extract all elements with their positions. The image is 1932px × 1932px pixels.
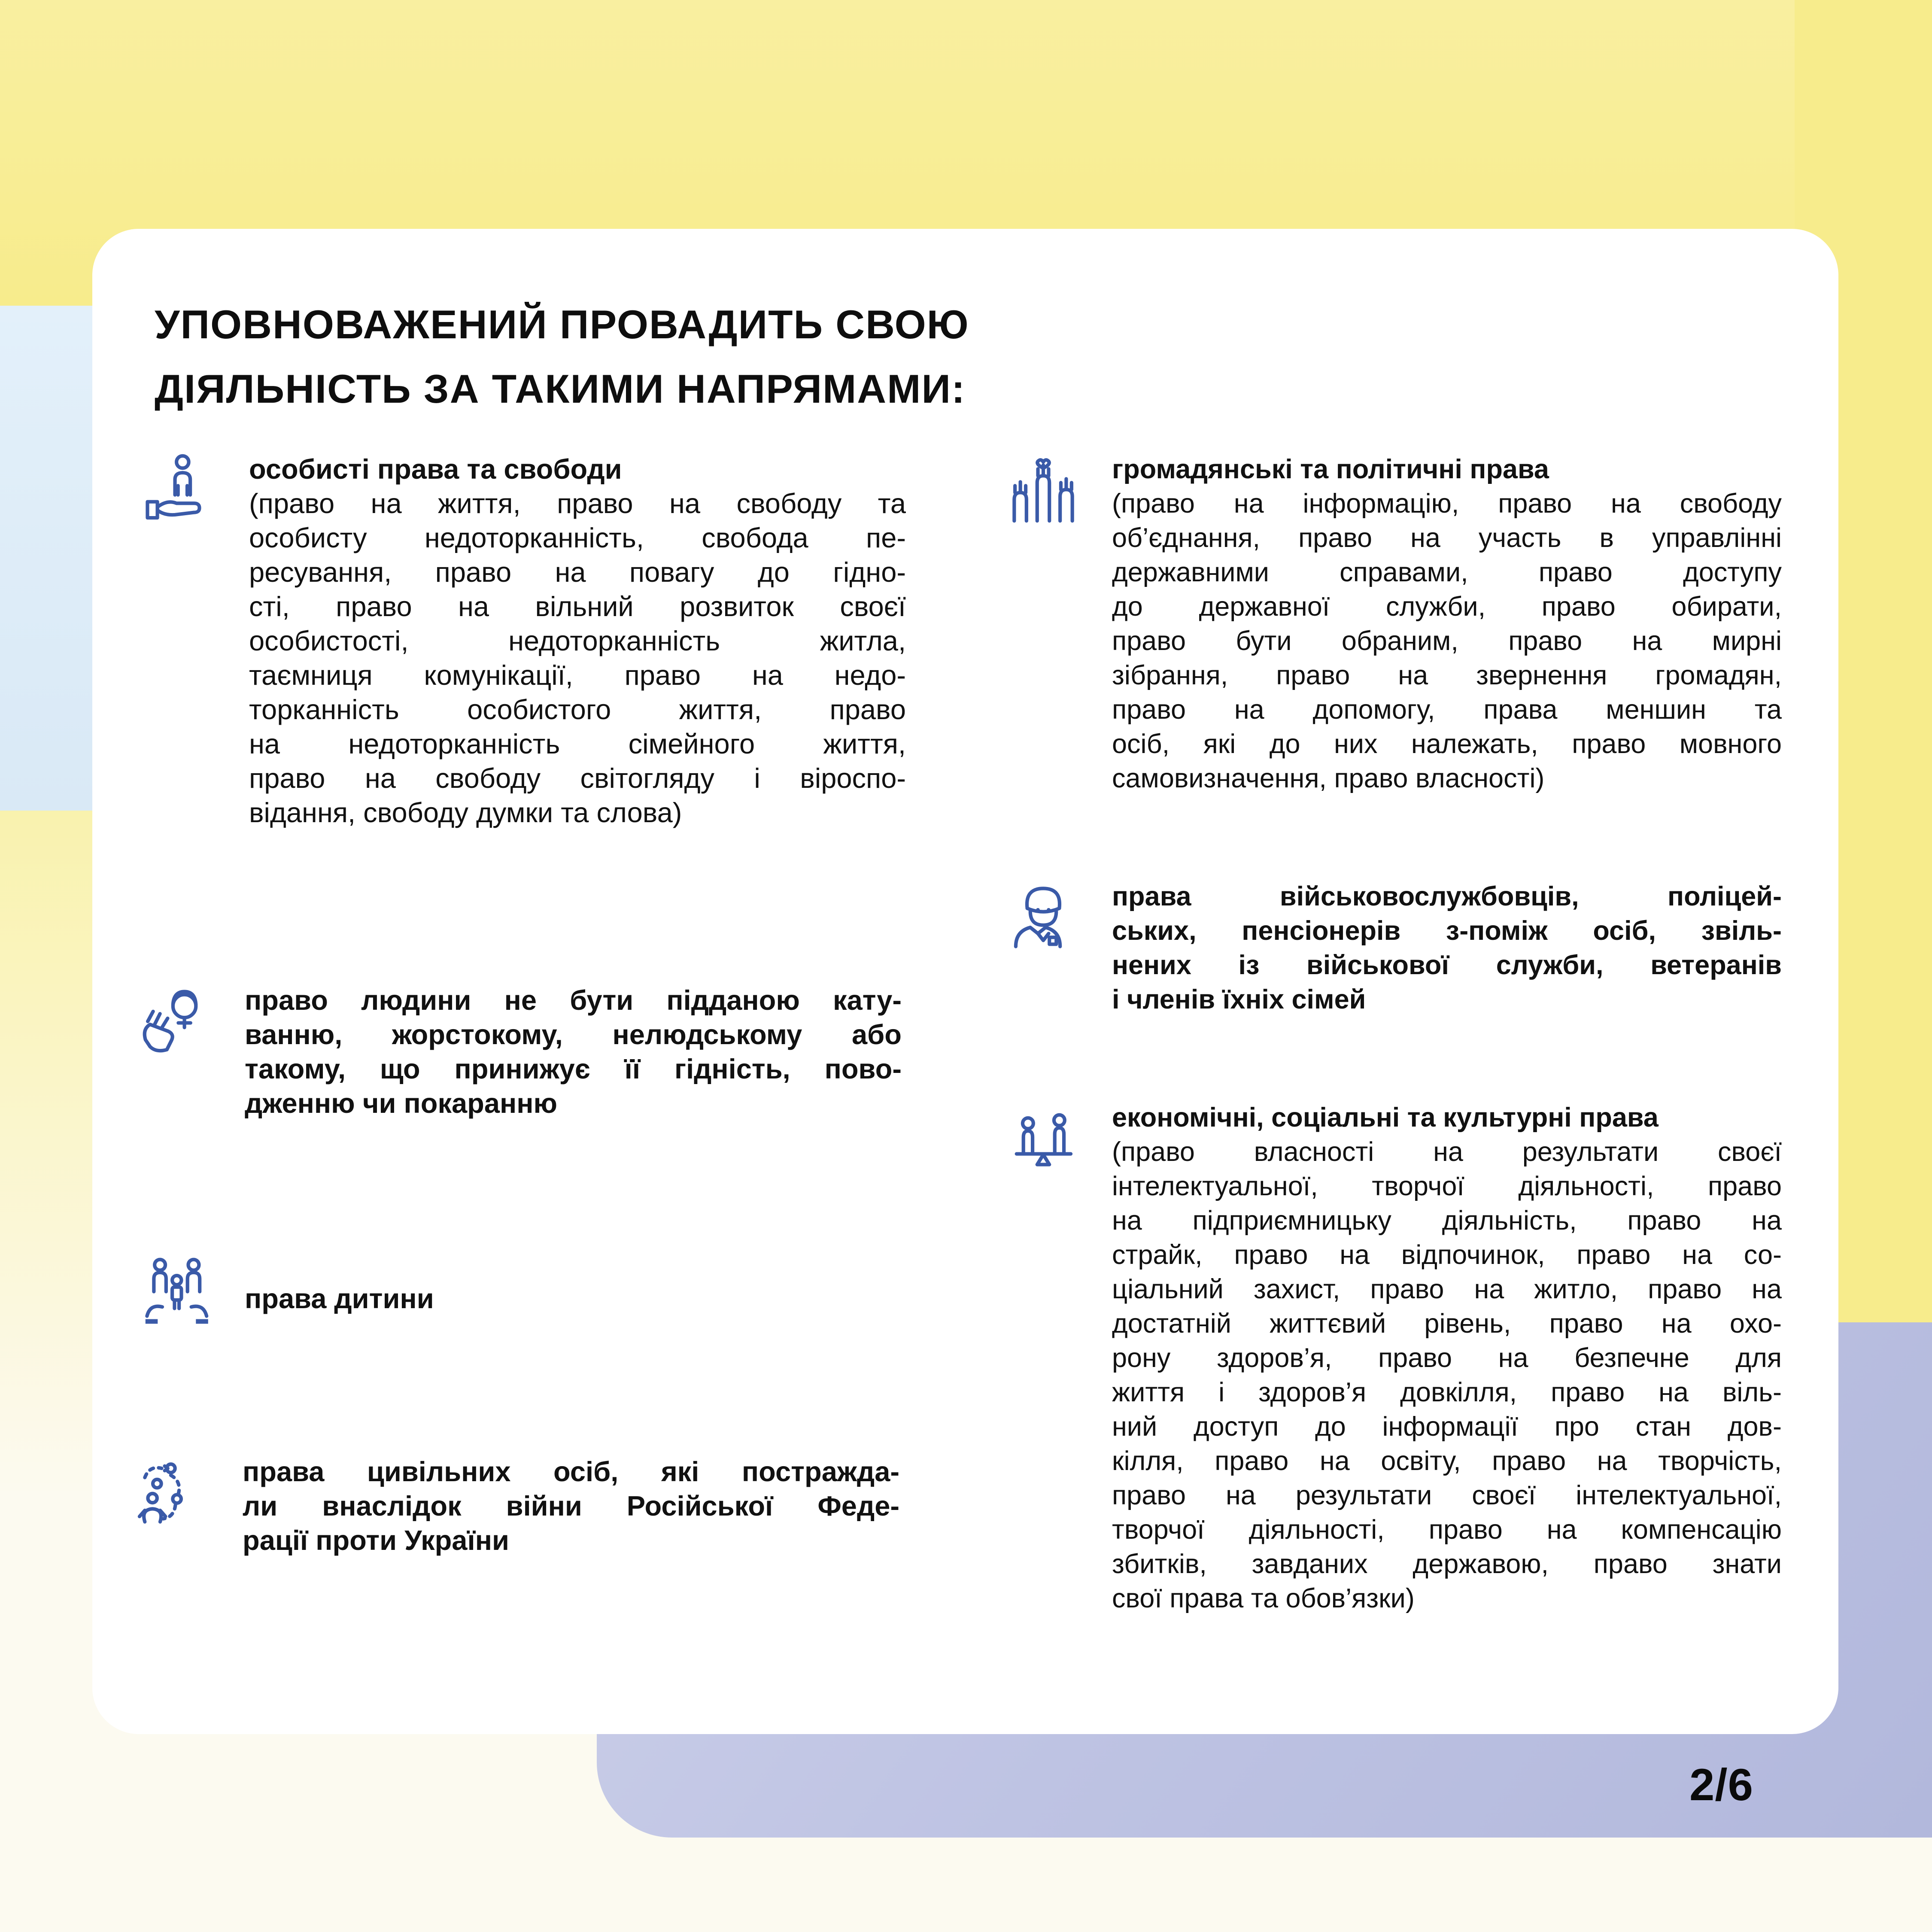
text-line: рону здоров’я, право на безпечне для [1112,1343,1782,1373]
text-line: ли внаслідок війни Російської Феде- [243,1490,899,1522]
text-line: право на допомогу, права меншин та [1112,695,1782,725]
text-line: (право на інформацію, право на свободу [1112,489,1782,519]
text-line: права військовослужбовців, поліцей- [1112,881,1782,911]
direction-text [249,452,906,830]
direction-item-civil-political-rights [1002,452,1782,796]
text-line: рації проти України [243,1525,509,1556]
page-number: 2/6 [1689,1760,1753,1810]
text-line: осіб, які до них належать, право мовного [1112,729,1782,759]
text-line: дженню чи покаранню [245,1088,558,1119]
direction-heading: громадянські та політичні права [1112,454,1549,484]
raised-hands-heart-icon [1002,452,1084,538]
direction-item-no-torture [135,983,902,1121]
direction-text [1112,1100,1782,1616]
text-line: ванню, жорстокому, нелюдському або [245,1019,902,1050]
text-line: право бути обраним, право на мирні [1112,626,1782,656]
direction-item-personal-rights [140,452,906,830]
direction-heading: права дитини [245,1283,434,1314]
balance-people-icon [1002,1100,1084,1186]
page-title-line-1: УПОВНОВАЖЕНИЙ ПРОВАДИТЬ СВОЮ [155,302,969,347]
text-line: ських, пенсіонерів з-поміж осіб, звіль- [1112,916,1782,946]
text-line: самовизначення, право власності) [1112,763,1545,793]
text-line: на підприємницьку діяльність, право на [1112,1206,1782,1236]
direction-text [1112,452,1782,796]
text-line: (право на життя, право на свободу та [249,488,906,519]
direction-text [1112,879,1782,1017]
text-line: страйк, право на відпочинок, право на со- [1112,1240,1782,1270]
soldier-icon [1002,879,1084,965]
content-card [92,229,1838,1734]
direction-text [245,983,902,1121]
text-line: такому, що принижує її гідність, пово- [245,1053,902,1084]
text-line: право на свободу світогляду і віроспо- [249,762,906,794]
displaced-person-route-icon [133,1455,215,1540]
page-title-line-2: ДІЯЛЬНІСТЬ ЗА ТАКИМИ НАПРЯМАМИ: [155,366,966,411]
text-line: нених із військової служби, ветеранів [1112,950,1782,980]
text-line: (право власності на результати своєї [1112,1137,1782,1167]
direction-heading: особисті права та свободи [249,453,622,485]
direction-item-military-rights [1002,879,1782,1017]
protected-face-icon [135,983,217,1069]
direction-item-economic-social-cultural [1002,1100,1782,1616]
text-line: кілля, право на освіту, право на творчість, [1112,1446,1782,1476]
text-line: інтелектуальної, творчої діяльності, право [1112,1171,1782,1201]
text-line: таємниця комунікації, право на недо- [249,659,906,691]
text-line: особисту недоторканність, свобода пе- [249,522,906,553]
text-line: зібрання, право на звернення громадян, [1112,660,1782,690]
direction-heading: економічні, соціальні та культурні права [1112,1103,1659,1133]
text-line: творчої діяльності, право на компенсацію [1112,1515,1782,1545]
text-line: ний доступ до інформації про стан дов- [1112,1412,1782,1442]
text-line: торканність особистого життя, право [249,694,906,725]
direction-text [243,1455,899,1558]
text-line: відання, свободу думки та слова) [249,797,682,828]
direction-text [245,1255,902,1341]
text-line: достатній життєвий рівень, право на охо- [1112,1309,1782,1339]
person-in-hand-icon [140,452,221,538]
text-line: права цивільних осіб, які постражда- [243,1456,899,1487]
text-line: об’єднання, право на участь в управлінні [1112,523,1782,553]
text-line: право на результати своєї інтелектуальної, [1112,1480,1782,1510]
text-line: свої права та обов’язки) [1112,1583,1415,1613]
direction-item-child-rights [135,1255,902,1341]
page-title [155,292,969,421]
text-line: сті, право на вільний розвиток своєї [249,591,906,622]
text-line: особистості, недоторканність житла, [249,625,906,656]
text-line: до державної служби, право обирати, [1112,592,1782,622]
text-line: і членів їхніх сімей [1112,984,1366,1015]
direction-item-civilians-war [133,1455,899,1558]
text-line: ресування, право на повагу до гідно- [249,556,906,588]
text-line: ціальний захист, право на житло, право на [1112,1274,1782,1304]
text-line: право людини не бути підданою кату- [245,984,902,1016]
text-line: збитків, завданих державою, право знати [1112,1549,1782,1579]
family-child-icon [135,1255,217,1341]
text-line: державними справами, право доступу [1112,557,1782,587]
text-line: життя і здоров’я довкілля, право на віль- [1112,1377,1782,1407]
text-line: на недоторканність сімейного життя, [249,728,906,759]
